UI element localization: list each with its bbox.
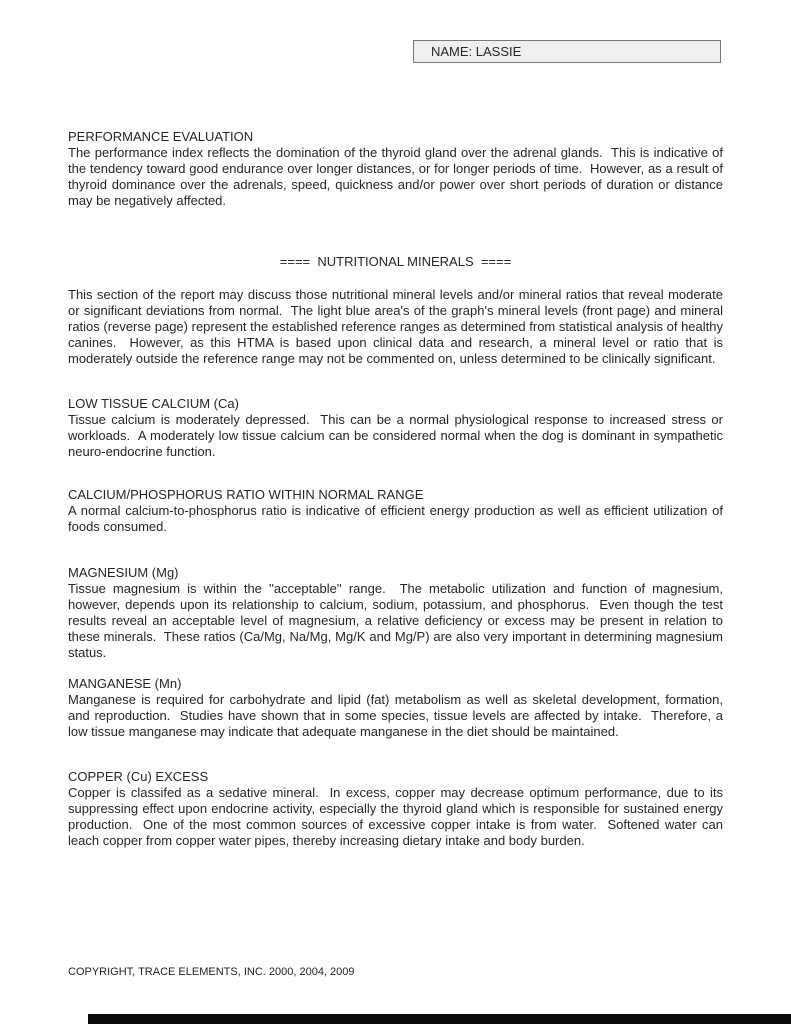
section-heading: COPPER (Cu) EXCESS [68,769,209,784]
section-nutritional-minerals [68,254,723,367]
name-box-label: NAME: LASSIE [431,44,522,59]
section-heading: MANGANESE (Mn) [68,676,182,691]
section-performance-evaluation [68,129,723,209]
section-calcium-phosphorus-ratio [68,487,723,535]
section-body: Tissue magnesium is within the ''acceptable'' range. The metabolic utilization and function of magnesium, however, depends upon its relationship to calcium, sodium, potassium, and phosphorus. Even though the test results reveal an acceptable level of magnesium, a relative deficiency or excess may be present in relation to these minerals. These ratios (Ca/Mg, Na/Mg, Mg/K and Mg/P) are also very important in determining magnesium status. [68,581,723,660]
section-body: Tissue calcium is moderately depressed. This can be a normal physiological response to increased stress or workloads. A moderately low tissue calcium can be considered normal when the dog is dominant in sympathetic neuro-endocrine function. [68,412,723,459]
section-heading: MAGNESIUM (Mg) [68,565,179,580]
section-heading: PERFORMANCE EVALUATION [68,129,254,144]
copyright-footer: COPYRIGHT, TRACE ELEMENTS, INC. 2000, 2004, 2009 [68,966,355,978]
bottom-scan-bar [88,1014,791,1024]
section-body: Manganese is required for carbohydrate and lipid (fat) metabolism as well as skeletal development, formation, and reproduction. Studies have shown that in some species, tissue levels are affected by intake. Therefore, a low tissue manganese may indicate that adequate manganese in the diet should be maintained. [68,692,723,739]
section-manganese [68,676,723,740]
section-magnesium [68,565,723,661]
section-body: Copper is classifed as a sedative mineral. In excess, copper may decrease optimum performance, due to its suppressing effect upon endocrine activity, especially the thyroid gland which is responsible for sustained energy production. One of the most common sources of excessive copper intake is from water. Softened water can leach copper from copper water pipes, thereby increasing dietary intake and body burden. [68,785,723,848]
section-heading: CALCIUM/PHOSPHORUS RATIO WITHIN NORMAL RANGE [68,487,424,502]
section-body: The performance index reflects the domination of the thyroid gland over the adrenal glands. This is indicative of the tendency toward good endurance over longer distances, or for longer periods of time. However, as a result of thyroid dominance over the adrenals, speed, quickness and/or power over short periods of duration or distance may be negatively affected. [68,145,723,208]
section-low-tissue-calcium [68,396,723,460]
section-heading: ==== NUTRITIONAL MINERALS ==== [279,254,512,269]
section-heading: LOW TISSUE CALCIUM (Ca) [68,396,239,411]
section-body: This section of the report may discuss those nutritional mineral levels and/or mineral ratios that reveal moderate or significant deviations from normal. The light blue area's of the graph's mineral levels (front page) and mineral ratios (reverse page) represent the established reference ranges as determined from statistical analysis of healthy canines. However, as this HTMA is based upon clinical data and research, a mineral level or ratio that is moderately outside the reference range may not be commented on, unless determined to be clinically significant. [68,287,723,366]
section-copper-excess [68,769,723,849]
section-body: A normal calcium-to-phosphorus ratio is indicative of efficient energy production as well as efficient utilization of foods consumed. [68,503,723,534]
report-body [68,0,723,849]
